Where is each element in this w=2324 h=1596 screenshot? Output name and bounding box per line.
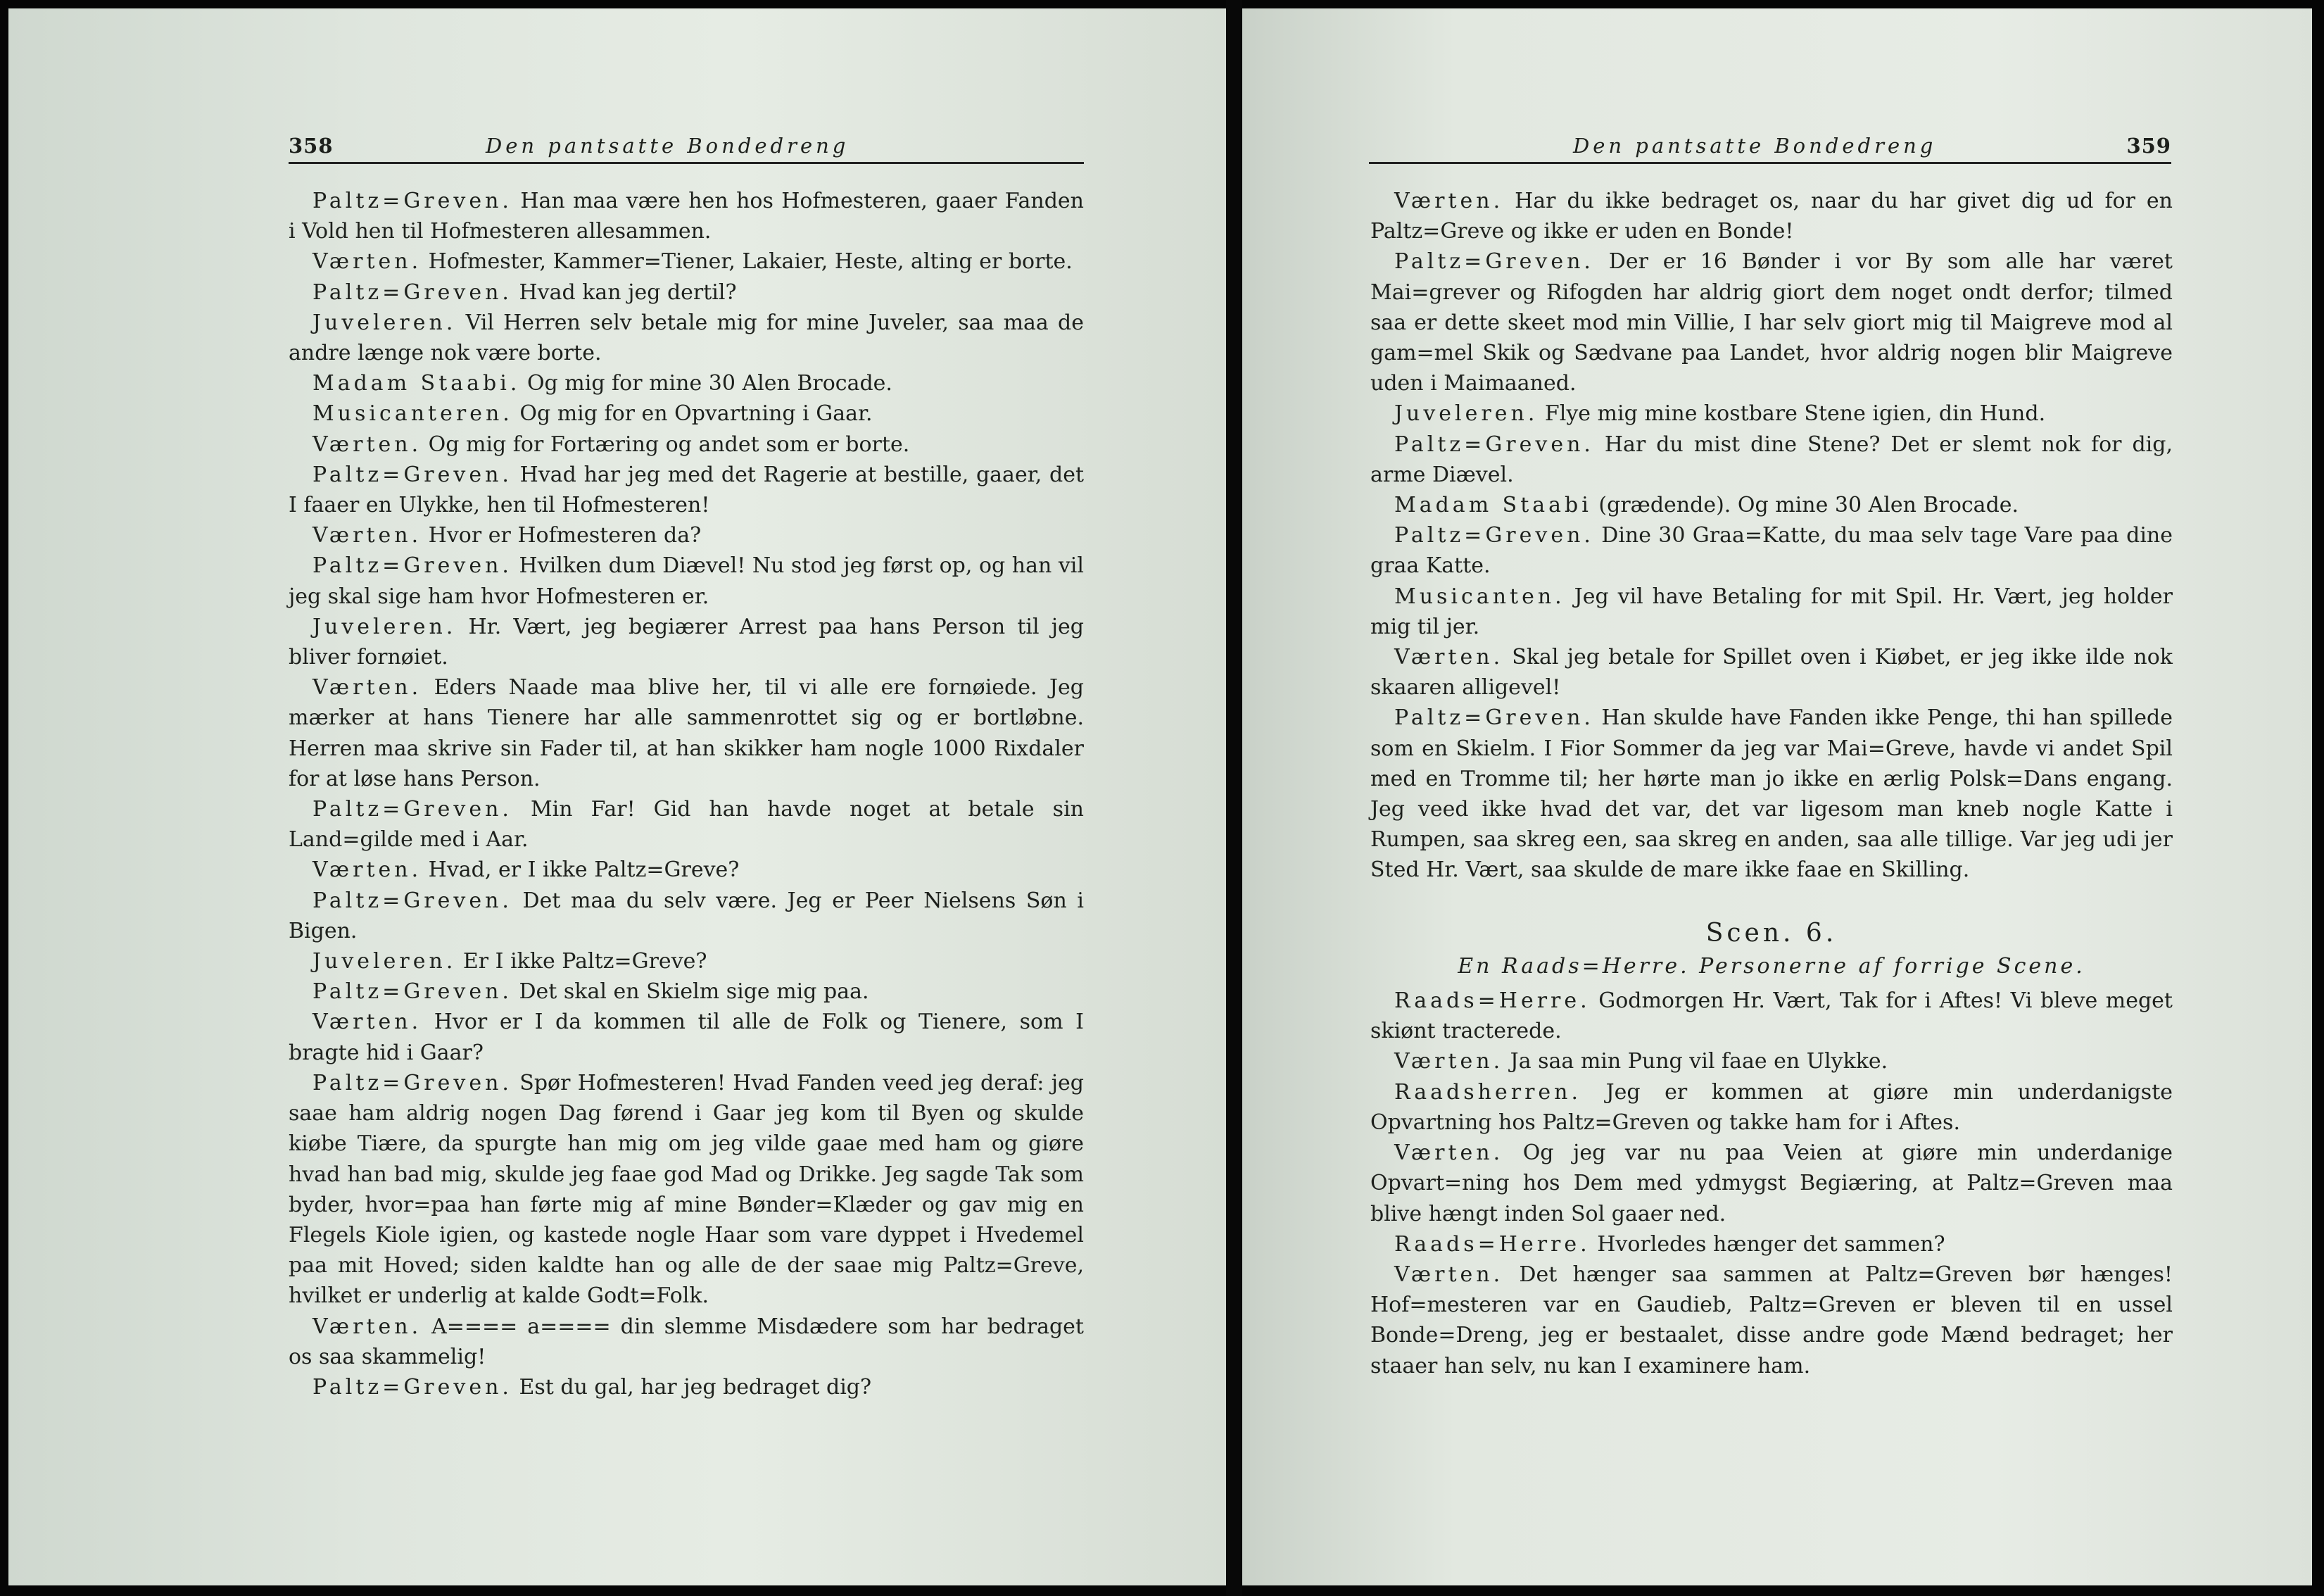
speech-text: Godmorgen Hr. Vært, Tak for i Aftes! Vi bleve meget skiønt tracterede. [1370, 988, 2173, 1044]
dialogue-line [289, 946, 1084, 976]
scene-persons: En Raads=Herre. Personerne af forrige Scene. [1458, 953, 2085, 979]
speech-text: Ja saa min Pung vil faae en Ulykke. [1510, 1049, 1888, 1074]
speaker-name: Værten. [312, 432, 422, 457]
speaker-name: Raads=Herre. [1394, 1231, 1591, 1257]
speaker-name: Paltz=Greven. [1394, 705, 1594, 731]
speech-text: Eders Naade maa blive her, til vi alle ere fornøiede. Jeg mærker at hans Tienere har alle sammenrottet sig og er bortløbne. Herren maa skrive sin Fader til, at han skikker ham nogle 1000 Rixdaler for at løse hans Person. [289, 675, 1084, 791]
speech-text: Jeg er kommen at giøre min underdanigste Opvartning hos Paltz=Greven og takke ham for i Aftes. [1370, 1079, 2173, 1135]
speech-text: A==== a==== din slemme Misdædere som har bedraget os saa skammelig! [289, 1314, 1084, 1369]
dialogue-line [289, 1312, 1084, 1372]
right-page-header [1369, 127, 2171, 164]
speech-text: Hvilken dum Diævel! Nu stod jeg først op, og han vil jeg skal sige ham hvor Hofmesteren er. [289, 553, 1084, 609]
speech-text: Skal jeg betale for Spillet oven i Kiøbet, er jeg ikke ilde nok skaaren alligevel! [1370, 645, 2173, 700]
speaker-name: Raads=Herre. [1394, 988, 1591, 1014]
dialogue-line [289, 855, 1084, 885]
dialogue-block [1370, 986, 2173, 1381]
speech-text: Jeg vil have Betaling for mit Spil. Hr. Vært, jeg holder mig til jer. [1370, 584, 2173, 639]
left-page-text [289, 186, 1084, 1402]
page-number: 359 [2126, 134, 2171, 158]
speech-text: Hvad kan jeg dertil? [519, 279, 737, 305]
speaker-name: Madam Staabi [1394, 493, 1592, 518]
speaker-name: Paltz=Greven. [312, 189, 512, 213]
dialogue-line [289, 186, 1084, 246]
dialogue-line [289, 1372, 1084, 1402]
dialogue-line [289, 460, 1084, 520]
speech-text: (grædende). Og mine 30 Alen Brocade. [1598, 493, 2019, 518]
speaker-name: Værten. [312, 249, 422, 275]
speech-text: Hvad har jeg med det Ragerie at bestille, gaaer, det I faaer en Ulykke, hen til Hofmesteren! [289, 462, 1084, 518]
speech-text: Har du ikke bedraget os, naar du har givet dig ud for en Paltz=Greve og ikke er uden en Bonde! [1370, 189, 2173, 244]
left-page-header [289, 127, 1084, 164]
speech-text: Og mig for en Opvartning i Gaar. [519, 401, 873, 427]
dialogue-line [289, 794, 1084, 855]
dialogue-block [1370, 186, 2173, 886]
speech-text: Det hænger saa sammen at Paltz=Greven bør hænges! Hof=mesteren var en Gaudieb, Paltz=Greven er bleven til en ussel Bonde=Dreng, jeg er bestaalet, disse andre gode Mænd bedraget; her staaer han selv, nu kan I examinere ham. [1370, 1262, 2173, 1378]
dialogue-line [289, 368, 1084, 398]
dialogue-line [289, 398, 1084, 429]
speaker-name: Juveleren. [1394, 401, 1539, 427]
speaker-name: Værten. [1394, 1141, 1504, 1166]
speaker-name: Juveleren. [312, 310, 457, 335]
speech-text: Hr. Vært, jeg begiærer Arrest paa hans Person til jeg bliver fornøiet. [289, 614, 1084, 670]
speaker-name: Værten. [312, 1314, 422, 1339]
page-number: 358 [289, 134, 334, 158]
speaker-name: Værten. [1394, 1049, 1504, 1074]
dialogue-line [1370, 1138, 2173, 1229]
speaker-name: Værten. [312, 675, 422, 700]
speaker-name: Værten. [1394, 645, 1504, 670]
dialogue-line [289, 308, 1084, 368]
speech-text: Hvad, er I ikke Paltz=Greve? [428, 857, 740, 883]
speaker-name: Paltz=Greven. [312, 797, 512, 822]
speech-text: Dine 30 Graa=Katte, du maa selv tage Vare paa dine graa Katte. [1370, 523, 2173, 579]
dialogue-line [289, 246, 1084, 277]
speech-text: Han skulde have Fanden ikke Penge, thi han spillede som en Skielm. I Fior Sommer da jeg var Mai=Greve, havde vi andet Spil med en Tromme til; her hørte man jo ikke en ærlig Polsk=Dans engang. Jeg veed ikke hvad det var, det var ligesom man kneb nogle Katte i Rumpen, saa skreg een, saa skreg en anden, saa alle tillige. Var jeg udi jer Sted Hr. Vært, saa skulde de mare ikke faae en Skilling. [1370, 705, 2173, 883]
speaker-name: Raadsherren. [1394, 1079, 1582, 1105]
dialogue-line [1370, 398, 2173, 429]
dialogue-line [1370, 490, 2173, 520]
dialogue-line [289, 886, 1084, 946]
speech-text: Det maa du selv være. Jeg er Peer Nielsens Søn i Bigen. [289, 888, 1084, 943]
dialogue-line [289, 429, 1084, 460]
speaker-name: Værten. [1394, 189, 1504, 213]
speaker-name: Værten. [312, 1010, 422, 1035]
dialogue-line [289, 976, 1084, 1007]
speech-text: Der er 16 Bønder i vor By som alle har været Mai=grever og Rifogden har aldrig giort dem noget ondt derfor; tilmed saa er dette skeet mod min Villie, I har selv giort mig til Maigreve mod al gam=mel Skik og Sædvane paa Landet, hvor aldrig nogen blir Maigreve uden i Maimaaned. [1370, 249, 2173, 396]
dialogue-line [289, 672, 1084, 794]
dialogue-line [289, 1007, 1084, 1067]
dialogue-line [1370, 520, 2173, 581]
speech-text: Han maa være hen hos Hofmesteren, gaaer Fanden i Vold hen til Hofmesteren allesammen. [289, 189, 1084, 244]
speaker-name: Musicanteren. [312, 401, 513, 427]
speaker-name: Paltz=Greven. [1394, 249, 1594, 275]
speech-text: Est du gal, har jeg bedraget dig? [519, 1374, 872, 1400]
speaker-name: Paltz=Greven. [312, 979, 512, 1005]
speaker-name: Værten. [1394, 1262, 1504, 1287]
speaker-name: Madam Staabi. [312, 371, 521, 396]
dialogue-line [289, 612, 1084, 672]
dialogue-line [1370, 186, 2173, 246]
dialogue-line [1370, 1229, 2173, 1259]
speaker-name: Paltz=Greven. [1394, 523, 1594, 548]
dialogue-line [1370, 1046, 2173, 1076]
book-gutter [1226, 0, 1242, 1596]
dialogue-line [1370, 1259, 2173, 1381]
dialogue-line [1370, 246, 2173, 398]
speaker-name: Juveleren. [312, 949, 457, 974]
dialogue-line [1370, 429, 2173, 490]
dialogue-line [289, 1068, 1084, 1312]
speaker-name: Værten. [312, 857, 422, 883]
dialogue-line [289, 551, 1084, 611]
speech-text: Hvorledes hænger det sammen? [1597, 1231, 1945, 1257]
speaker-name: Paltz=Greven. [1394, 432, 1594, 457]
right-page-text [1370, 186, 2173, 1381]
speaker-name: Paltz=Greven. [312, 1374, 512, 1400]
speech-text: Vil Herren selv betale mig for mine Juveler, saa maa de andre længe nok være borte. [289, 310, 1084, 366]
dialogue-line [1370, 642, 2173, 703]
speaker-name: Paltz=Greven. [312, 1070, 512, 1095]
speaker-name: Paltz=Greven. [312, 462, 512, 487]
speaker-name: Værten. [312, 523, 422, 548]
running-title: Den pantsatte Bondedreng [1573, 134, 1937, 158]
speech-text: Har du mist dine Stene? Det er slemt nok for dig, arme Diævel. [1370, 432, 2173, 487]
speech-text: Flye mig mine kostbare Stene igien, din Hund. [1544, 401, 2046, 427]
speech-text: Spør Hofmesteren! Hvad Fanden veed jeg deraf: jeg saae ham aldrig nogen Dag førend i Gaar jeg kom til Byen og skulde kiøbe Tiære, da spurgte han mig om jeg vilde gaae med ham og giøre hvad han bad mig, skulde jeg faae god Mad og Drikke. Jeg sagde Tak som byder, hvor=paa han førte mig af mine Bønder=Klæder og gav mig en Flegels Kiole igien, og kastede nogle Haar som vare dyppet i Hvedemel paa mit Hoved; siden kaldte han og alle de der saae mig Paltz=Greve, hvilket er underlig at kalde Godt=Folk. [289, 1070, 1084, 1309]
speaker-name: Paltz=Greven. [312, 553, 512, 579]
dialogue-line [1370, 1077, 2173, 1138]
scene-heading: Scen. 6. [1705, 918, 1838, 948]
speech-text: Det skal en Skielm sige mig paa. [519, 979, 869, 1005]
speech-text: Og mig for Fortæring og andet som er borte. [428, 432, 910, 457]
right-page [1242, 8, 2312, 1585]
left-page [8, 8, 1226, 1585]
speech-text: Og mig for mine 30 Alen Brocade. [526, 371, 892, 396]
speaker-name: Juveleren. [312, 614, 457, 639]
dialogue-line [289, 277, 1084, 308]
speech-text: Hvor er Hofmesteren da? [428, 523, 702, 548]
speech-text: Og jeg var nu paa Veien at giøre min underdanige Opvart=ning hos Dem med ydmygst Begiæring, at Paltz=Greven maa blive hængt inden Sol gaaer ned. [1370, 1141, 2173, 1226]
dialogue-line [1370, 986, 2173, 1046]
speech-text: Er I ikke Paltz=Greve? [462, 949, 707, 974]
speaker-name: Musicanten. [1394, 584, 1565, 609]
speech-text: Hofmester, Kammer=Tiener, Lakaier, Heste, alting er borte. [428, 249, 1073, 275]
running-title: Den pantsatte Bondedreng [486, 134, 850, 158]
dialogue-line [1370, 582, 2173, 642]
dialogue-line [1370, 703, 2173, 885]
speech-text: Hvor er I da kommen til alle de Folk og Tienere, som I bragte hid i Gaar? [289, 1010, 1084, 1065]
dialogue-line [289, 520, 1084, 551]
speaker-name: Paltz=Greven. [312, 279, 512, 305]
speaker-name: Paltz=Greven. [312, 888, 512, 913]
speech-text: Min Far! Gid han havde noget at betale sin Land=gilde med i Aar. [289, 797, 1084, 853]
